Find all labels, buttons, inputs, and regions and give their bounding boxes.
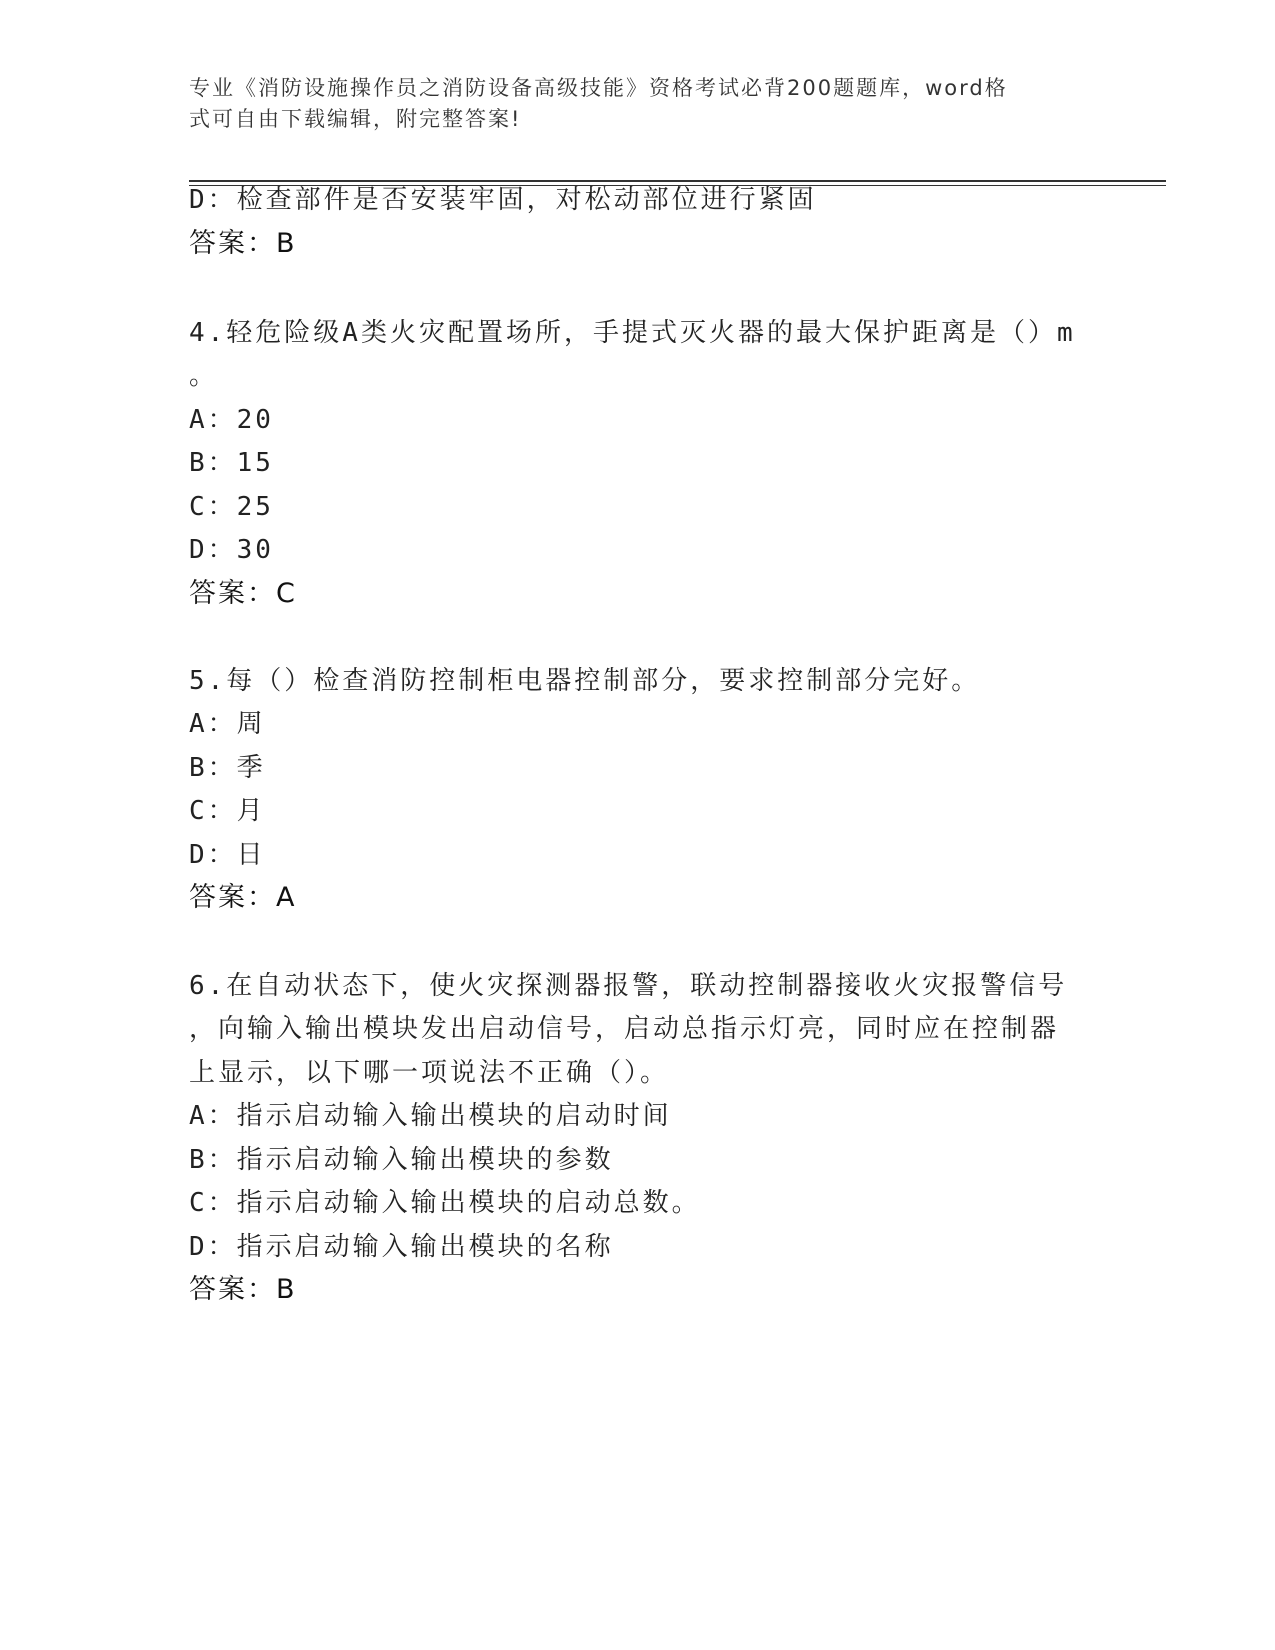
q4-option-c: C：25: [189, 492, 274, 522]
header-line-2: 式可自由下载编辑，附完整答案!: [189, 107, 522, 131]
q6-stem-line-3: 上显示，以下哪一项说法不正确（）。: [189, 1058, 670, 1088]
q4-stem-line-1: 4.轻危险级A类火灾配置场所，手提式灭火器的最大保护距离是（）m: [189, 318, 1076, 348]
q6-option-c: C：指示启动输入输出模块的启动总数。: [189, 1188, 701, 1218]
q6-answer: 答案：B: [189, 1274, 297, 1305]
document-header: [189, 73, 1069, 135]
q3-answer: 答案：B: [189, 228, 297, 259]
q5-option-b: B：季: [189, 753, 266, 783]
q5-option-a: A：周: [189, 709, 266, 739]
q6-stem-line-2: ，向输入输出模块发出启动信号，启动总指示灯亮，同时应在控制器: [189, 1014, 1060, 1044]
q5-answer: 答案：A: [189, 882, 297, 913]
q6-stem-line-1: 6.在自动状态下，使火灾探测器报警，联动控制器接收火灾报警信号: [189, 971, 1068, 1001]
q4-answer: 答案：C: [189, 578, 297, 609]
q4-stem-line-2: 。: [189, 361, 219, 391]
q6-option-a: A：指示启动输入输出模块的启动时间: [189, 1101, 672, 1131]
q4-option-b: B：15: [189, 448, 274, 478]
header-line-1: 专业《消防设施操作员之消防设备高级技能》资格考试必背200题题库，word格: [189, 76, 1008, 100]
header-divider-thick: [189, 180, 1166, 182]
q4-option-a: A：20: [189, 405, 274, 435]
q4-option-d: D：30: [189, 535, 274, 565]
q5-option-d: D：日: [189, 840, 266, 870]
q6-option-d: D：指示启动输入输出模块的名称: [189, 1232, 614, 1262]
q5-stem: 5.每（）检查消防控制柜电器控制部分，要求控制部分完好。: [189, 666, 981, 696]
q3-option-d: D：检查部件是否安装牢固，对松动部位进行紧固: [189, 185, 817, 215]
q6-option-b: B：指示启动输入输出模块的参数: [189, 1145, 614, 1175]
q5-option-c: C：月: [189, 796, 266, 826]
